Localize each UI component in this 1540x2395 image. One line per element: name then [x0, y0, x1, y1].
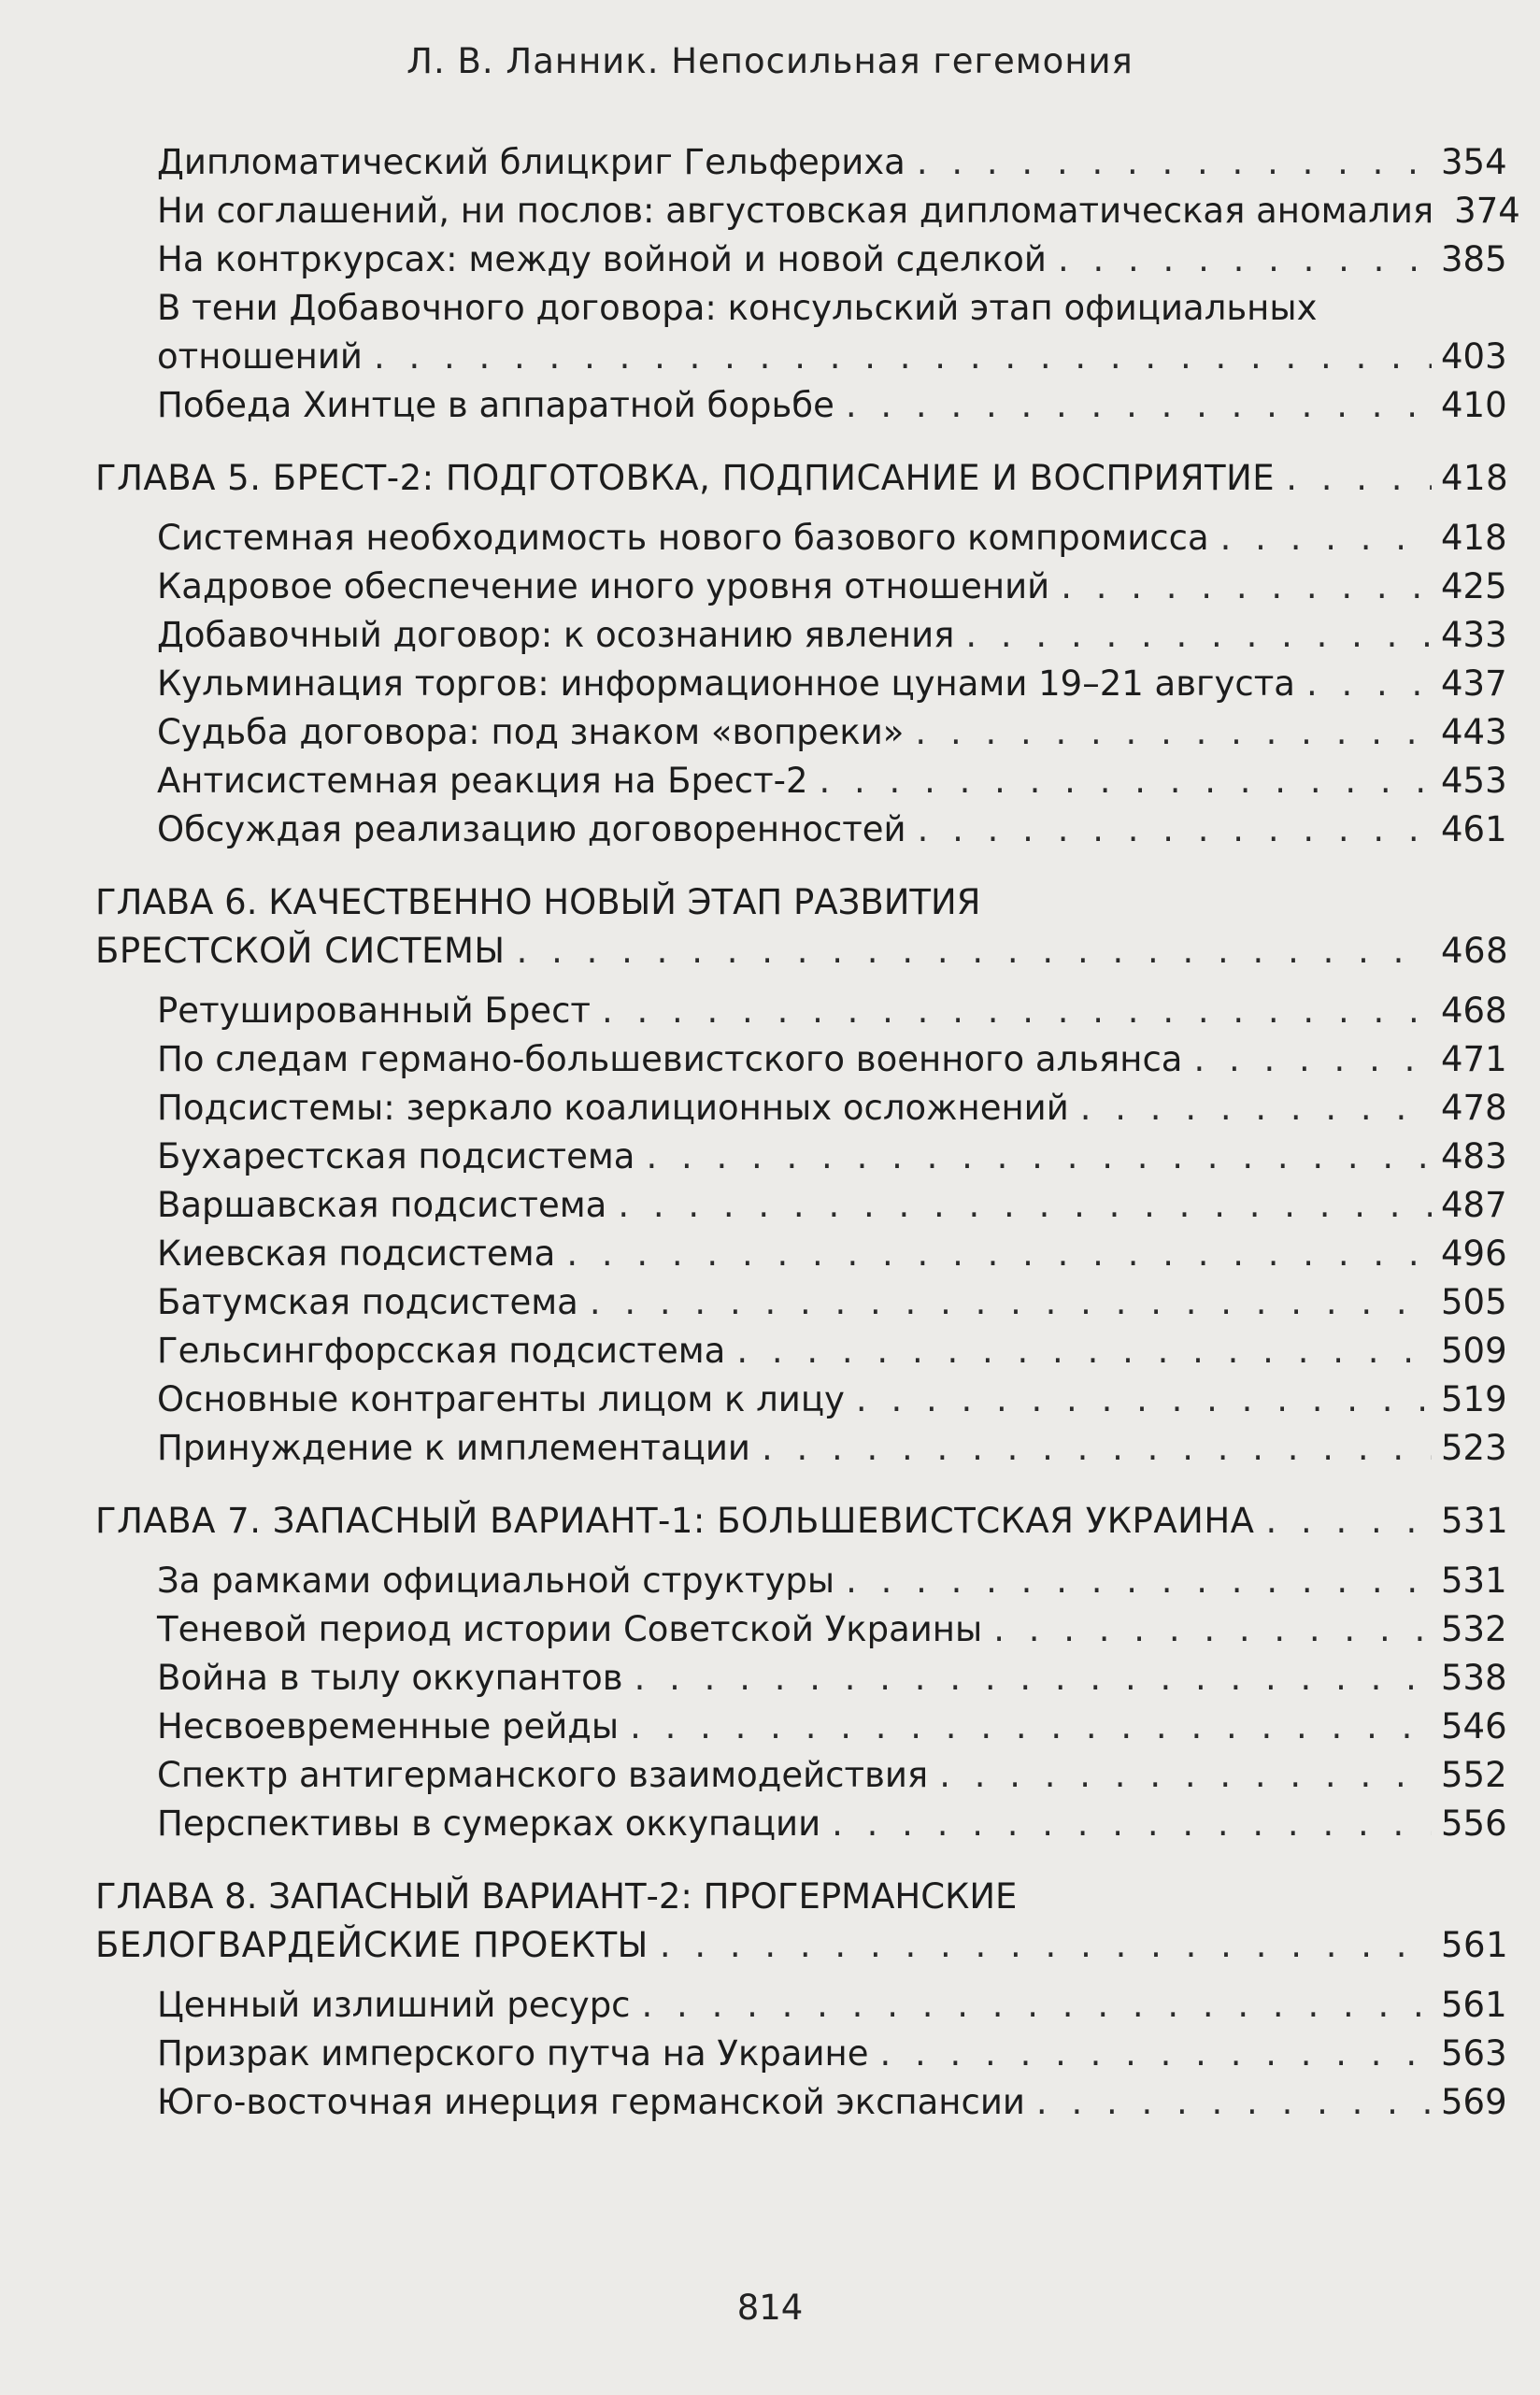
running-header: Л. В. Ланник. Непосильная гегемония: [406, 41, 1134, 81]
toc-entry-title: Судьба договора: под знаком «вопреки»: [157, 712, 905, 752]
toc-entry-page: 437: [1441, 663, 1507, 704]
toc-entry-title: Ретушированный Брест: [157, 991, 591, 1031]
toc-entry: [95, 187, 1520, 235]
toc-entry-title: Добавочный договор: к осознанию явления: [157, 615, 955, 655]
toc-entry: [95, 1035, 1507, 1084]
toc-entry: [95, 2078, 1507, 2127]
toc-entry-title: Кульминация торгов: информационное цунами 19–21 августа: [157, 663, 1295, 704]
toc-entry-title: Принуждение к имплементации: [157, 1428, 750, 1468]
toc-entry-title: Антисистемная реакция на Брест-2: [157, 761, 808, 801]
toc-entry: [95, 660, 1507, 708]
toc-entry: [95, 1605, 1507, 1654]
toc-chapter-title: БРЕСТСКОЙ СИСТЕМЫ: [95, 931, 506, 971]
toc-entry-page: 569: [1441, 2082, 1507, 2122]
toc-chapter: [95, 1921, 1509, 1970]
toc-entry: [95, 2030, 1507, 2078]
toc-entry: [95, 805, 1507, 854]
toc-entry-page: 505: [1441, 1282, 1507, 1322]
leader-dots: [642, 1981, 1432, 2030]
leader-dots: [1286, 454, 1432, 503]
toc-entry: [95, 1981, 1507, 2030]
toc-entry: [95, 333, 1507, 381]
toc-entry-page: 443: [1441, 712, 1507, 752]
leader-dots: [635, 1654, 1432, 1703]
leader-dots: [965, 611, 1432, 660]
toc-entry-page: 418: [1441, 518, 1507, 558]
toc-entry-page: 385: [1441, 239, 1507, 279]
toc-entry-title: По следам германо-большевистского военного альянса: [157, 1039, 1183, 1079]
toc-entry-title: Гельсингфорсская подсистема: [157, 1331, 726, 1371]
leader-dots: [939, 1751, 1432, 1800]
toc-entry: [95, 1557, 1507, 1605]
leader-dots: [918, 805, 1432, 854]
toc-entry-title: Основные контрагенты лицом к лицу: [157, 1379, 845, 1419]
toc-entry-title: Дипломатический блицкриг Гельфериха: [157, 142, 905, 182]
toc-entry-page: 532: [1441, 1609, 1507, 1649]
toc-entry-title: Бухарестская подсистема: [157, 1136, 635, 1176]
toc-entry-page: 556: [1441, 1803, 1507, 1844]
toc-entry: [95, 563, 1507, 611]
leader-dots: [630, 1703, 1432, 1751]
leader-dots: [566, 1230, 1432, 1278]
toc-entry-page: 410: [1441, 385, 1507, 425]
leader-dots: [1061, 563, 1432, 611]
leader-dots: [590, 1278, 1432, 1327]
toc-entry: [95, 1751, 1507, 1800]
leader-dots: [879, 2030, 1432, 2078]
toc-entry-page: 523: [1441, 1428, 1507, 1468]
toc-entry-title: Призрак имперского путча на Украине: [157, 2033, 869, 2074]
toc-entry-page: 496: [1441, 1233, 1507, 1274]
toc-entry-page: 478: [1441, 1088, 1507, 1128]
toc-entry-page: 531: [1441, 1561, 1507, 1601]
leader-dots: [846, 1557, 1432, 1605]
toc-entry-title: Ни соглашений, ни послов: августовская дипломатическая аномалия: [157, 191, 1434, 231]
toc-entry-page: 561: [1441, 1985, 1507, 2025]
toc-entry-title: Спектр антигерманского взаимодействия: [157, 1755, 929, 1795]
toc-entry: [95, 1654, 1507, 1703]
leader-dots: [762, 1424, 1432, 1473]
leader-dots: [1306, 660, 1432, 708]
toc-entry: [95, 1278, 1507, 1327]
toc-entry-title: Кадровое обеспечение иного уровня отношений: [157, 566, 1050, 606]
leader-dots: [832, 1800, 1432, 1848]
toc-entry: [95, 1133, 1507, 1181]
toc-entry: [95, 987, 1507, 1035]
toc-entry-title: Обсуждая реализацию договоренностей: [157, 809, 906, 849]
leader-dots: [1036, 2078, 1432, 2127]
toc-entry-title: На контркурсах: между войной и новой сделкой: [157, 239, 1047, 279]
toc-entry: [95, 1230, 1507, 1278]
toc-entry-page: 552: [1441, 1755, 1507, 1795]
leader-dots: [856, 1376, 1432, 1424]
page-number: 814: [736, 2288, 804, 2328]
toc-entry: [95, 757, 1507, 805]
toc-entry-page: 468: [1441, 991, 1507, 1031]
toc-chapter-page: 561: [1441, 1925, 1509, 1965]
leader-dots: [1220, 514, 1432, 563]
toc-entry-page: 453: [1441, 761, 1507, 801]
leader-dots: [618, 1181, 1432, 1230]
toc-entry: [95, 1327, 1507, 1376]
toc-entry-page: 461: [1441, 809, 1507, 849]
leader-dots: [1058, 235, 1432, 284]
toc-chapter: [95, 454, 1509, 503]
toc-entry-page: 487: [1441, 1185, 1507, 1225]
toc-entry: [95, 235, 1507, 284]
toc-entry-title: Подсистемы: зеркало коалиционных осложнений: [157, 1088, 1069, 1128]
toc-entry-title: Несвоевременные рейды: [157, 1706, 620, 1746]
toc-entry-page: 538: [1441, 1658, 1507, 1698]
toc-chapter-title: БЕЛОГВАРДЕЙСКИЕ ПРОЕКТЫ: [95, 1925, 649, 1965]
toc-chapter: [95, 1497, 1509, 1546]
toc-entry-title: Теневой период истории Советской Украины: [157, 1609, 983, 1649]
leader-dots: [846, 381, 1432, 430]
toc-chapter-title-line: ГЛАВА 8. ЗАПАСНЫЙ ВАРИАНТ-2: ПРОГЕРМАНСКИЕ: [95, 1876, 1018, 1917]
toc-entry-title: Перспективы в сумерках оккупации: [157, 1803, 821, 1844]
leader-dots: [646, 1133, 1432, 1181]
toc-entry-title: Война в тылу оккупантов: [157, 1658, 623, 1698]
toc-entry: [95, 611, 1507, 660]
leader-dots: [820, 757, 1432, 805]
toc-entry-page: 433: [1441, 615, 1507, 655]
toc-entry: [95, 708, 1507, 757]
leader-dots: [517, 927, 1432, 976]
toc-entry-page: 509: [1441, 1331, 1507, 1371]
toc-entry: [95, 1376, 1507, 1424]
toc-entry-page: 403: [1441, 336, 1507, 377]
leader-dots: [374, 333, 1432, 381]
toc-entry-title: отношений: [157, 336, 363, 377]
leader-dots: [917, 138, 1432, 187]
toc-chapter-title-line: ГЛАВА 6. КАЧЕСТВЕННО НОВЫЙ ЭТАП РАЗВИТИЯ: [95, 882, 981, 922]
toc-entry: [95, 514, 1507, 563]
toc-entry-page: 374: [1454, 191, 1520, 231]
toc-entry-page: 425: [1441, 566, 1507, 606]
toc-entry-title: За рамками официальной структуры: [157, 1561, 835, 1601]
toc-entry-title: Юго-восточная инерция германской экспансии: [157, 2082, 1025, 2122]
table-of-contents: [95, 138, 1520, 2127]
leader-dots: [736, 1327, 1432, 1376]
leader-dots: [1265, 1497, 1432, 1546]
leader-dots: [1080, 1084, 1432, 1133]
toc-entry-page: 483: [1441, 1136, 1507, 1176]
toc-chapter-title: ГЛАВА 5. БРЕСТ-2: ПОДГОТОВКА, ПОДПИСАНИЕ И ВОСПРИЯТИЕ: [95, 458, 1276, 498]
toc-chapter-page: 468: [1441, 931, 1509, 971]
toc-chapter: [95, 927, 1509, 976]
toc-entry-page: 546: [1441, 1706, 1507, 1746]
toc-chapter-title: ГЛАВА 7. ЗАПАСНЫЙ ВАРИАНТ-1: БОЛЬШЕВИСТСКАЯ УКРАИНА: [95, 1501, 1255, 1541]
toc-entry-title: Победа Хинтце в аппаратной борьбе: [157, 385, 834, 425]
toc-entry: [95, 1703, 1507, 1751]
toc-entry-page: 563: [1441, 2033, 1507, 2074]
toc-entry: [95, 1084, 1507, 1133]
toc-entry-page: 354: [1441, 142, 1507, 182]
toc-entry-title: Батумская подсистема: [157, 1282, 578, 1322]
toc-entry: [95, 1181, 1507, 1230]
toc-entry-page: 519: [1441, 1379, 1507, 1419]
leader-dots: [1193, 1035, 1432, 1084]
toc-entry: [95, 381, 1507, 430]
leader-dots: [660, 1921, 1432, 1970]
toc-chapter-page: 418: [1441, 458, 1509, 498]
toc-entry-page: 471: [1441, 1039, 1507, 1079]
toc-entry-title: Системная необходимость нового базового компромисса: [157, 518, 1209, 558]
toc-entry-title: Ценный излишний ресурс: [157, 1985, 631, 2025]
leader-dots: [602, 987, 1432, 1035]
toc-entry: [95, 1800, 1507, 1848]
leader-dots: [915, 708, 1432, 757]
toc-entry-title: Киевская подсистема: [157, 1233, 556, 1274]
toc-entry-title: Варшавская подсистема: [157, 1185, 607, 1225]
toc-entry: [95, 1424, 1507, 1473]
toc-entry: [95, 138, 1507, 187]
toc-entry-title-line: В тени Добавочного договора: консульский этап официальных: [157, 288, 1318, 328]
toc-chapter-page: 531: [1441, 1501, 1509, 1541]
leader-dots: [993, 1605, 1432, 1654]
